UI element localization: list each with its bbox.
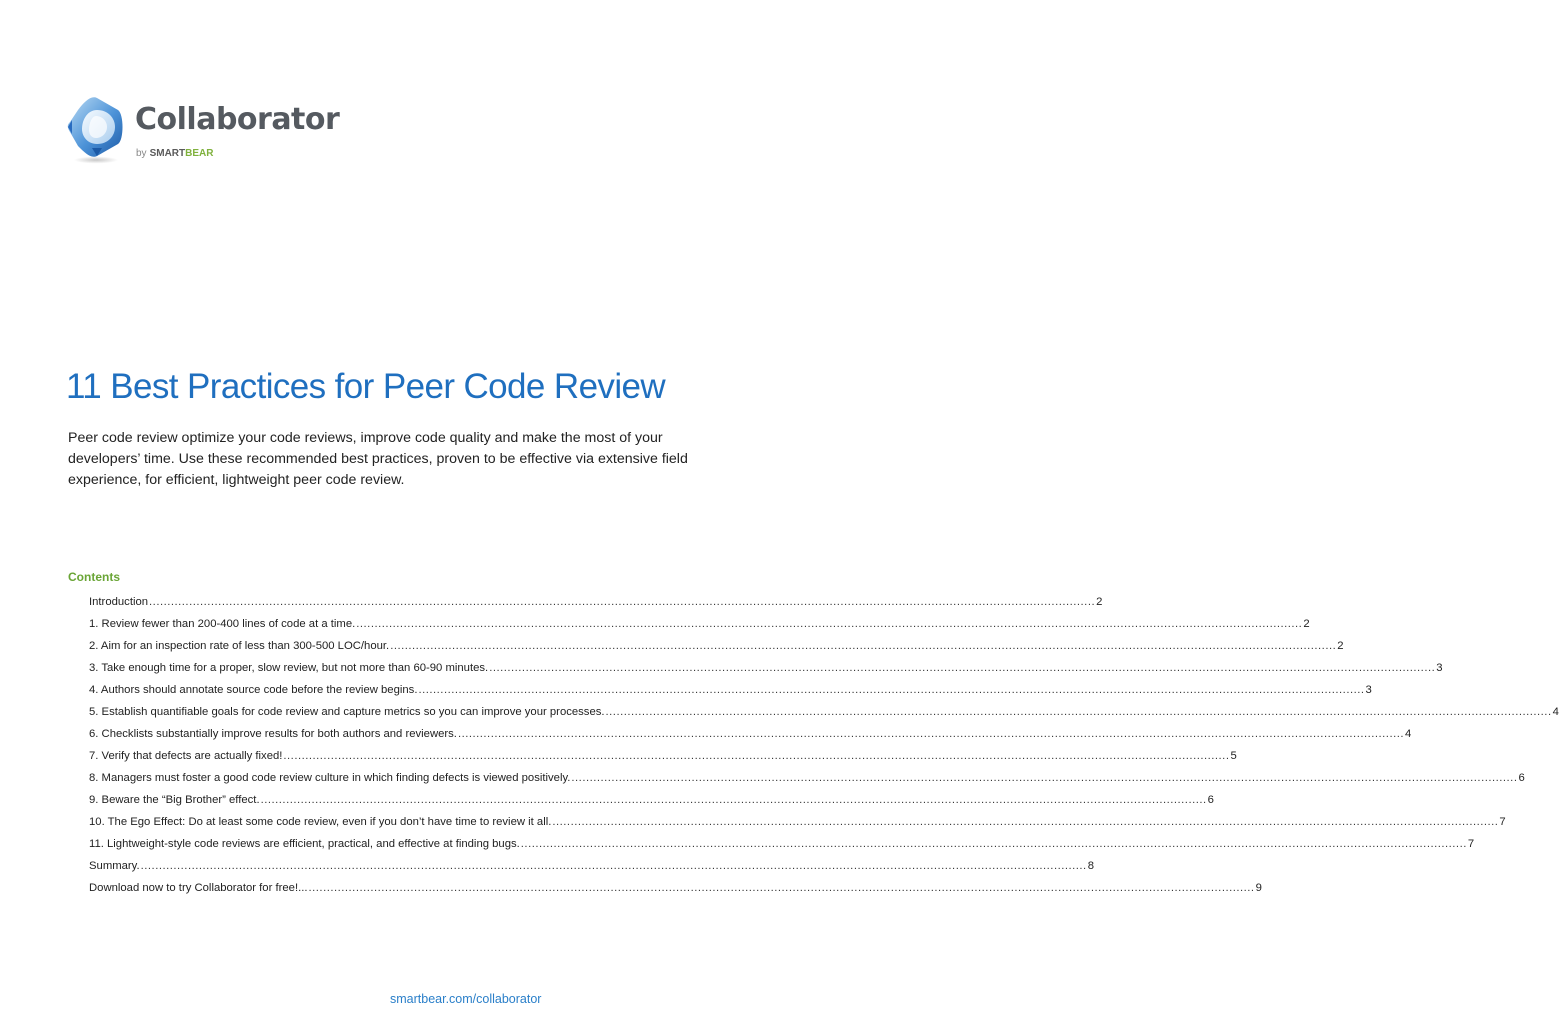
toc-entry-title: 2. Aim for an inspection rate of less than 300-500 LOC/hour.	[89, 640, 390, 652]
intro-paragraph: Peer code review optimize your code reviews, improve code quality and make the most of your developers’ time. Use these recommended best practices, proven to be effective via extensive field experience, for efficient, lightweight peer code review.	[68, 430, 688, 488]
toc-entry-title: 8. Managers must foster a good code review culture in which finding defects is viewed positively.	[89, 772, 571, 784]
toc-dot-leader: ....................................................................................................................................................................................................................................................................	[308, 882, 1255, 894]
toc-entry[interactable]	[89, 596, 1103, 618]
collaborator-logo-icon	[66, 96, 128, 164]
toc-page-number: 2	[1303, 618, 1310, 630]
toc-entry[interactable]	[89, 706, 1559, 728]
toc-entry-title: 11. Lightweight-style code reviews are efficient, practical, and effective at finding bugs.	[89, 838, 520, 850]
toc-entry[interactable]	[89, 728, 1412, 750]
toc-entry[interactable]	[89, 882, 1262, 904]
toc-page-number: 2	[1096, 596, 1103, 608]
toc-entry-title: 4. Authors should annotate source code before the review begins.	[89, 684, 418, 696]
toc-entry-title: Introduction	[89, 596, 149, 608]
logo-brand-bear: BEAR	[185, 148, 214, 159]
logo-byline	[136, 149, 213, 159]
toc-entry-title: 6. Checklists substantially improve results for both authors and reviewers.	[89, 728, 457, 740]
logo-brand-smart: SMART	[149, 148, 186, 159]
toc-dot-leader: ....................................................................................................................................................................................................................................................................	[260, 794, 1207, 806]
toc-page-number: 9	[1255, 882, 1262, 894]
collaborator-logo	[66, 96, 366, 166]
toc-entry[interactable]	[89, 750, 1237, 772]
toc-entry[interactable]	[89, 662, 1443, 684]
toc-page-number: 7	[1467, 838, 1475, 850]
toc-dot-leader: ....................................................................................................................................................................................................................................................................	[489, 662, 1436, 674]
toc-entry-title: Download now to try Collaborator for free!...	[89, 882, 308, 894]
footer-link[interactable]: smartbear.com/collaborator	[390, 992, 542, 1006]
toc-entry[interactable]	[89, 684, 1372, 706]
toc-entry-title: 5. Establish quantifiable goals for code review and capture metrics so you can improve your processes.	[89, 706, 605, 718]
toc-entry-title: 10. The Ego Effect: Do at least some code review, even if you don’t have time to review it all.	[89, 816, 552, 828]
toc-page-number: 5	[1230, 750, 1237, 762]
toc-entry[interactable]	[89, 794, 1214, 816]
toc-page-number: 8	[1087, 860, 1094, 872]
toc-dot-leader: ....................................................................................................................................................................................................................................................................	[390, 640, 1337, 652]
toc-page-number: 6	[1207, 794, 1214, 806]
toc-entry[interactable]	[89, 618, 1310, 640]
toc-entry-title: 9. Beware the “Big Brother” effect.	[89, 794, 260, 806]
toc-dot-leader: ....................................................................................................................................................................................................................................................................	[149, 596, 1096, 608]
toc-dot-leader: ....................................................................................................................................................................................................................................................................	[520, 838, 1467, 850]
page-title: 11 Best Practices for Peer Code Review	[66, 367, 666, 406]
contents-heading: Contents	[68, 570, 120, 584]
toc-entry-title: Summary.	[89, 860, 140, 872]
toc-page-number: 3	[1436, 662, 1443, 674]
toc-entry[interactable]	[89, 640, 1344, 662]
toc-entry-title: 1. Review fewer than 200-400 lines of code at a time.	[89, 618, 356, 630]
toc-entry[interactable]	[89, 772, 1525, 794]
toc-dot-leader: ....................................................................................................................................................................................................................................................................	[457, 728, 1404, 740]
toc-page-number: 2	[1337, 640, 1344, 652]
toc-dot-leader: ....................................................................................................................................................................................................................................................................	[571, 772, 1518, 784]
toc-dot-leader: ....................................................................................................................................................................................................................................................................	[605, 706, 1552, 718]
toc-page-number: 4	[1405, 728, 1412, 740]
toc-page-number: 3	[1365, 684, 1372, 696]
toc-entry[interactable]	[89, 860, 1094, 882]
logo-by-text: by	[136, 148, 147, 159]
toc-page-number: 7	[1499, 816, 1506, 828]
toc-page-number: 4	[1552, 706, 1559, 718]
toc-page-number: 6	[1518, 772, 1525, 784]
toc-entry[interactable]	[89, 838, 1475, 860]
table-of-contents	[89, 596, 1559, 904]
logo-wordmark: Collaborator	[135, 102, 340, 137]
toc-entry[interactable]	[89, 816, 1506, 838]
toc-dot-leader: ....................................................................................................................................................................................................................................................................	[552, 816, 1499, 828]
toc-dot-leader: ....................................................................................................................................................................................................................................................................	[356, 618, 1303, 630]
toc-dot-leader: ....................................................................................................................................................................................................................................................................	[418, 684, 1365, 696]
toc-entry-title: 7. Verify that defects are actually fixed!	[89, 750, 283, 762]
toc-entry-title: 3. Take enough time for a proper, slow review, but not more than 60-90 minutes.	[89, 662, 489, 674]
toc-dot-leader: ....................................................................................................................................................................................................................................................................	[140, 860, 1087, 872]
toc-dot-leader: ....................................................................................................................................................................................................................................................................	[283, 750, 1230, 762]
